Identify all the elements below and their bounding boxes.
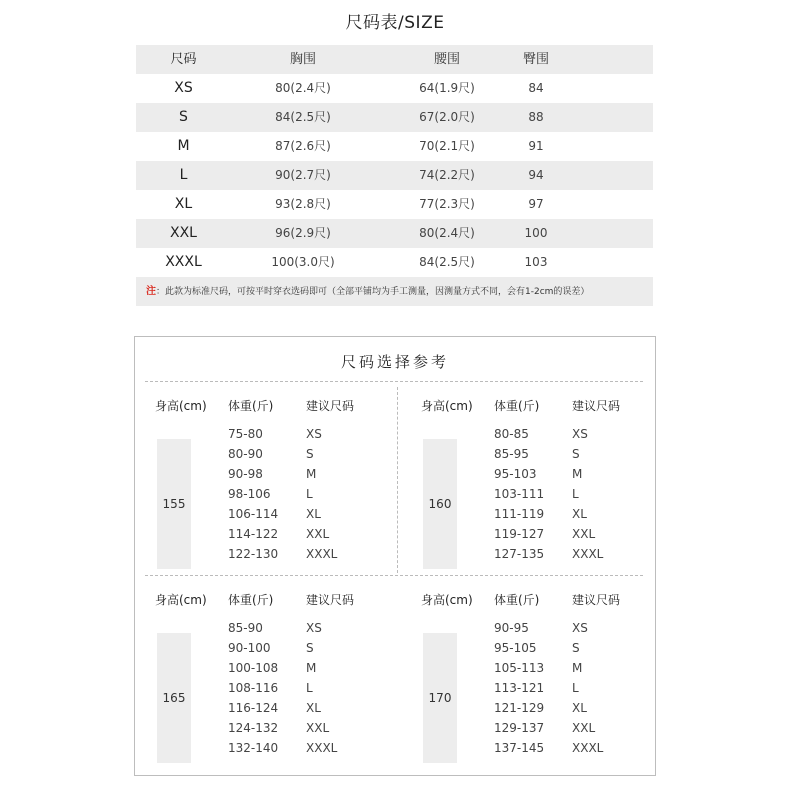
weight-range: 90-98 — [228, 467, 263, 481]
weight-range: 127-135 — [494, 547, 545, 561]
cell-size: XL — [174, 196, 193, 212]
cell-size: XXL — [170, 225, 197, 241]
cell-hip: 88 — [528, 110, 544, 124]
cell-waist: 80(2.4尺) — [419, 226, 475, 240]
suggested-size: XXL — [306, 527, 330, 541]
weight-range: 122-130 — [228, 547, 279, 561]
table-row — [136, 132, 653, 161]
table-row — [136, 161, 653, 190]
weight-range: 111-119 — [494, 507, 545, 521]
weight-range: 98-106 — [228, 487, 271, 501]
guide-group-165 — [155, 591, 405, 777]
header-hip: 臀围 — [522, 52, 549, 67]
suggested-size: M — [306, 661, 317, 675]
suggested-size: XS — [306, 621, 322, 635]
cell-chest: 87(2.6尺) — [275, 139, 331, 153]
note-mark: 注 — [146, 286, 156, 297]
page-title: 尺码表/SIZE — [345, 13, 445, 33]
cell-hip: 100 — [524, 226, 548, 240]
cell-hip: 97 — [528, 197, 544, 211]
col-header-size: 建议尺码 — [306, 399, 355, 413]
weight-range: 105-113 — [494, 661, 545, 675]
weight-range: 85-90 — [228, 621, 263, 635]
suggested-size: L — [572, 681, 579, 695]
table-row — [136, 103, 653, 132]
col-header-weight: 体重(斤) — [228, 399, 274, 413]
guide-group-170 — [421, 591, 671, 777]
suggested-size: XXL — [572, 721, 596, 735]
col-header-height: 身高(cm) — [421, 593, 473, 607]
table-row — [136, 219, 653, 248]
suggested-size: M — [306, 467, 317, 481]
cell-chest: 90(2.7尺) — [275, 168, 331, 182]
weight-range: 90-100 — [228, 641, 271, 655]
header-chest: 胸围 — [289, 52, 316, 67]
suggested-size: XXXL — [306, 741, 338, 755]
col-header-size: 建议尺码 — [306, 593, 355, 607]
cell-waist: 67(2.0尺) — [419, 110, 475, 124]
weight-range: 124-132 — [228, 721, 279, 735]
cell-chest: 93(2.8尺) — [275, 197, 331, 211]
suggested-size: M — [572, 661, 583, 675]
height-value: 155 — [162, 497, 186, 511]
col-header-weight: 体重(斤) — [228, 593, 274, 607]
weight-range: 121-129 — [494, 701, 545, 715]
weight-range: 108-116 — [228, 681, 279, 695]
suggested-size: XL — [306, 701, 321, 715]
cell-waist: 77(2.3尺) — [419, 197, 475, 211]
cell-size: XS — [174, 80, 193, 96]
weight-range: 119-127 — [494, 527, 545, 541]
suggested-size: XXXL — [306, 547, 338, 561]
cell-waist: 74(2.2尺) — [419, 168, 475, 182]
cell-size: S — [179, 109, 188, 125]
suggested-size: XXXL — [572, 741, 604, 755]
height-value: 160 — [428, 497, 452, 511]
cell-size: XXXL — [165, 254, 202, 270]
measurement-note — [136, 277, 653, 306]
suggested-size: XXL — [306, 721, 330, 735]
suggested-size: XS — [306, 427, 322, 441]
note-text: ：此款为标准尺码，可按平时穿衣选码即可（全部平铺均为手工测量，因测量方式不同，会有1-2cm的误差） — [156, 287, 590, 297]
weight-range: 75-80 — [228, 427, 263, 441]
suggested-size: XL — [572, 701, 587, 715]
cell-chest: 100(3.0尺) — [271, 255, 335, 269]
cell-chest: 80(2.4尺) — [275, 81, 331, 95]
col-header-size: 建议尺码 — [572, 399, 621, 413]
weight-range: 132-140 — [228, 741, 279, 755]
header-size: 尺码 — [170, 52, 197, 67]
suggested-size: XL — [572, 507, 587, 521]
col-header-weight: 体重(斤) — [494, 593, 540, 607]
cell-waist: 70(2.1尺) — [419, 139, 475, 153]
suggested-size: L — [306, 487, 313, 501]
suggested-size: XXXL — [572, 547, 604, 561]
col-header-height: 身高(cm) — [155, 593, 207, 607]
weight-range: 137-145 — [494, 741, 545, 755]
cell-hip: 94 — [528, 168, 544, 182]
weight-range: 95-105 — [494, 641, 537, 655]
divider — [145, 381, 643, 382]
weight-range: 90-95 — [494, 621, 529, 635]
suggested-size: XL — [306, 507, 321, 521]
suggested-size: S — [306, 447, 314, 461]
size-guide-panel — [134, 336, 656, 776]
suggested-size: XS — [572, 621, 588, 635]
cell-size: M — [177, 138, 190, 154]
cell-chest: 96(2.9尺) — [275, 226, 331, 240]
guide-group-155 — [155, 397, 405, 583]
col-header-height: 身高(cm) — [155, 399, 207, 413]
suggested-size: S — [572, 447, 580, 461]
weight-range: 95-103 — [494, 467, 537, 481]
size-table-header — [136, 45, 653, 74]
weight-range: 85-95 — [494, 447, 529, 461]
weight-range: 103-111 — [494, 487, 545, 501]
col-header-weight: 体重(斤) — [494, 399, 540, 413]
height-value: 165 — [162, 691, 186, 705]
weight-range: 116-124 — [228, 701, 279, 715]
suggested-size: S — [306, 641, 314, 655]
weight-range: 114-122 — [228, 527, 279, 541]
weight-range: 129-137 — [494, 721, 545, 735]
weight-range: 80-85 — [494, 427, 529, 441]
table-row — [136, 74, 653, 103]
col-header-size: 建议尺码 — [572, 593, 621, 607]
cell-waist: 64(1.9尺) — [419, 81, 475, 95]
height-value: 170 — [428, 691, 452, 705]
suggested-size: L — [306, 681, 313, 695]
cell-size: L — [179, 167, 188, 183]
suggested-size: XXL — [572, 527, 596, 541]
suggested-size: XS — [572, 427, 588, 441]
weight-range: 113-121 — [494, 681, 545, 695]
header-waist: 腰围 — [433, 52, 460, 67]
cell-chest: 84(2.5尺) — [275, 110, 331, 124]
weight-range: 106-114 — [228, 507, 279, 521]
table-row — [136, 248, 653, 277]
suggested-size: S — [572, 641, 580, 655]
guide-title: 尺码选择参考 — [340, 353, 449, 371]
weight-range: 80-90 — [228, 447, 263, 461]
suggested-size: L — [572, 487, 579, 501]
cell-hip: 84 — [528, 81, 544, 95]
suggested-size: M — [572, 467, 583, 481]
cell-waist: 84(2.5尺) — [419, 255, 475, 269]
cell-hip: 103 — [524, 255, 548, 269]
guide-group-160 — [421, 397, 671, 583]
table-row — [136, 190, 653, 219]
weight-range: 100-108 — [228, 661, 279, 675]
col-header-height: 身高(cm) — [421, 399, 473, 413]
cell-hip: 91 — [528, 139, 544, 153]
